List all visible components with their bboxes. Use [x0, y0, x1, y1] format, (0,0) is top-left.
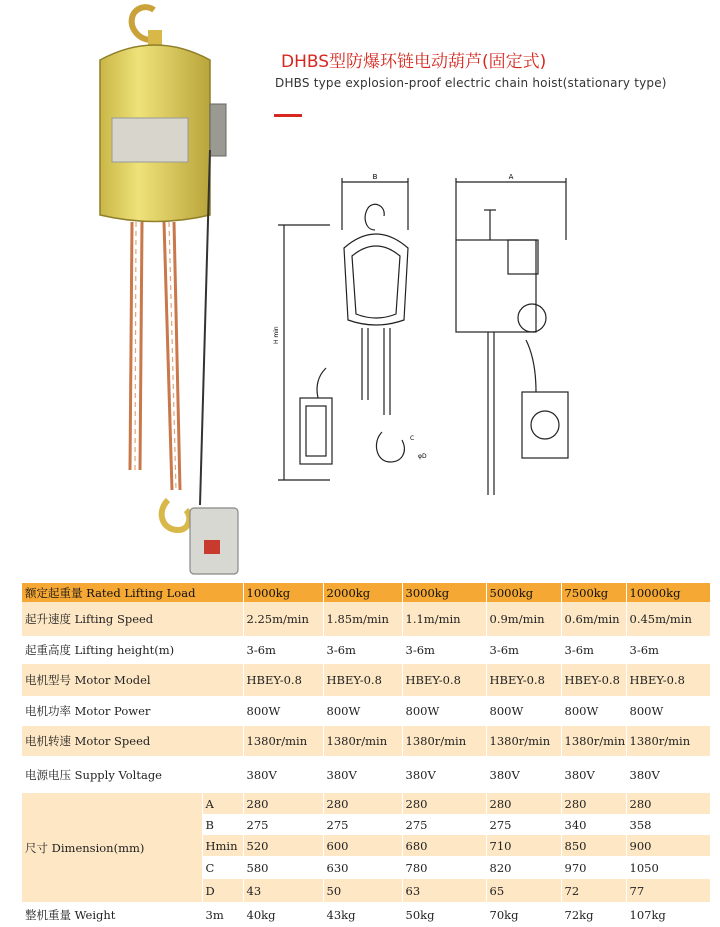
- cell-value: 380V: [402, 756, 486, 793]
- product-title-cn: DHBS型防爆环链电动葫芦(固定式): [281, 52, 547, 72]
- row-label: 电源电压 Supply Voltage: [22, 756, 243, 793]
- cell-value: 1380r/min: [626, 726, 710, 756]
- cell-value: 50: [323, 879, 402, 902]
- cell-value: 3-6m: [243, 636, 323, 664]
- cell-value: 820: [486, 856, 561, 879]
- cell-value: 50kg: [402, 902, 486, 927]
- cell-value: 850: [561, 835, 626, 856]
- spec-row-motor-model: [22, 664, 710, 696]
- cell-value: 275: [323, 814, 402, 835]
- cell-value: 520: [243, 835, 323, 856]
- header-value: 10000kg: [626, 583, 710, 602]
- cell-value: HBEY-0.8: [626, 664, 710, 696]
- cell-value: 1380r/min: [323, 726, 402, 756]
- header-value: 7500kg: [561, 583, 626, 602]
- dim-sub-label: Hmin: [202, 835, 243, 856]
- header-value: 1000kg: [243, 583, 323, 602]
- spec-row-height: [22, 636, 710, 664]
- cell-value: 380V: [243, 756, 323, 793]
- cell-value: 72kg: [561, 902, 626, 927]
- cell-value: 280: [561, 793, 626, 814]
- header-value: 2000kg: [323, 583, 402, 602]
- dim-sub-label: D: [202, 879, 243, 902]
- cell-value: 3-6m: [561, 636, 626, 664]
- cell-value: 0.6m/min: [561, 602, 626, 636]
- cell-value: 800W: [561, 696, 626, 726]
- cell-value: 3-6m: [626, 636, 710, 664]
- technical-drawing: [270, 170, 590, 500]
- cell-value: 340: [561, 814, 626, 835]
- cell-value: 680: [402, 835, 486, 856]
- cell-value: 275: [402, 814, 486, 835]
- dim-label-h: H min: [273, 326, 280, 344]
- spec-row-motor-power: [22, 696, 710, 726]
- row-label: 起升速度 Lifting Speed: [22, 602, 243, 636]
- cell-value: 1.85m/min: [323, 602, 402, 636]
- spec-row-speed: [22, 602, 710, 636]
- dim-label-d: φD: [418, 453, 427, 460]
- dim-sub-label: C: [202, 856, 243, 879]
- cell-value: 63: [402, 879, 486, 902]
- cell-value: 0.45m/min: [626, 602, 710, 636]
- row-label: 起重高度 Lifting height(m): [22, 636, 243, 664]
- cell-value: 3-6m: [323, 636, 402, 664]
- row-label: 电机转速 Motor Speed: [22, 726, 243, 756]
- product-title-en: DHBS type explosion-proof electric chain hoist(stationary type): [275, 76, 667, 90]
- cell-value: 380V: [323, 756, 402, 793]
- cell-value: 600: [323, 835, 402, 856]
- header-label: 额定起重量 Rated Lifting Load: [22, 583, 243, 602]
- cell-value: HBEY-0.8: [243, 664, 323, 696]
- cell-value: 900: [626, 835, 710, 856]
- cell-value: 65: [486, 879, 561, 902]
- cell-value: 72: [561, 879, 626, 902]
- cell-value: 1050: [626, 856, 710, 879]
- cell-value: 40kg: [243, 902, 323, 927]
- cell-value: 630: [323, 856, 402, 879]
- row-label: 整机重量 Weight: [22, 902, 202, 927]
- spec-table: [22, 583, 711, 927]
- weight-sub-label: 3m: [202, 902, 243, 927]
- row-label: 电机功率 Motor Power: [22, 696, 243, 726]
- cell-value: 1380r/min: [243, 726, 323, 756]
- cell-value: 280: [402, 793, 486, 814]
- cell-value: 970: [561, 856, 626, 879]
- cell-value: 280: [486, 793, 561, 814]
- cell-value: 1380r/min: [486, 726, 561, 756]
- cell-value: 280: [626, 793, 710, 814]
- cell-value: HBEY-0.8: [486, 664, 561, 696]
- spec-row-dim-a: [22, 793, 710, 814]
- cell-value: 107kg: [626, 902, 710, 927]
- dim-sub-label: A: [202, 793, 243, 814]
- spec-row-voltage: [22, 756, 710, 793]
- cell-value: 1380r/min: [402, 726, 486, 756]
- cell-value: 70kg: [486, 902, 561, 927]
- cell-value: 800W: [402, 696, 486, 726]
- dimension-label: 尺寸 Dimension(mm): [22, 793, 202, 902]
- dim-label-a: A: [508, 173, 514, 181]
- cell-value: 358: [626, 814, 710, 835]
- cell-value: 275: [486, 814, 561, 835]
- cell-value: 800W: [486, 696, 561, 726]
- dim-label-c: C: [410, 435, 415, 442]
- spec-row-weight: [22, 902, 710, 927]
- cell-value: HBEY-0.8: [561, 664, 626, 696]
- header-value: 5000kg: [486, 583, 561, 602]
- cell-value: 380V: [626, 756, 710, 793]
- cell-value: 275: [243, 814, 323, 835]
- cell-value: 3-6m: [402, 636, 486, 664]
- cell-value: HBEY-0.8: [323, 664, 402, 696]
- cell-value: 43kg: [323, 902, 402, 927]
- cell-value: 800W: [626, 696, 710, 726]
- cell-value: 43: [243, 879, 323, 902]
- cell-value: 3-6m: [486, 636, 561, 664]
- header-value: 3000kg: [402, 583, 486, 602]
- cell-value: 77: [626, 879, 710, 902]
- cell-value: 710: [486, 835, 561, 856]
- cell-value: 380V: [486, 756, 561, 793]
- row-label: 电机型号 Motor Model: [22, 664, 243, 696]
- spec-row-motor-speed: [22, 726, 710, 756]
- dim-sub-label: B: [202, 814, 243, 835]
- title-accent-bar: [274, 114, 302, 117]
- spec-header-row: [22, 583, 710, 602]
- cell-value: 800W: [323, 696, 402, 726]
- cell-value: 280: [243, 793, 323, 814]
- cell-value: 0.9m/min: [486, 602, 561, 636]
- cell-value: 800W: [243, 696, 323, 726]
- cell-value: 1.1m/min: [402, 602, 486, 636]
- cell-value: 1380r/min: [561, 726, 626, 756]
- cell-value: 580: [243, 856, 323, 879]
- cell-value: 380V: [561, 756, 626, 793]
- cell-value: 280: [323, 793, 402, 814]
- cell-value: 780: [402, 856, 486, 879]
- hoist-photo: [60, 0, 250, 580]
- dim-label-b: B: [372, 173, 378, 181]
- cell-value: HBEY-0.8: [402, 664, 486, 696]
- cell-value: 2.25m/min: [243, 602, 323, 636]
